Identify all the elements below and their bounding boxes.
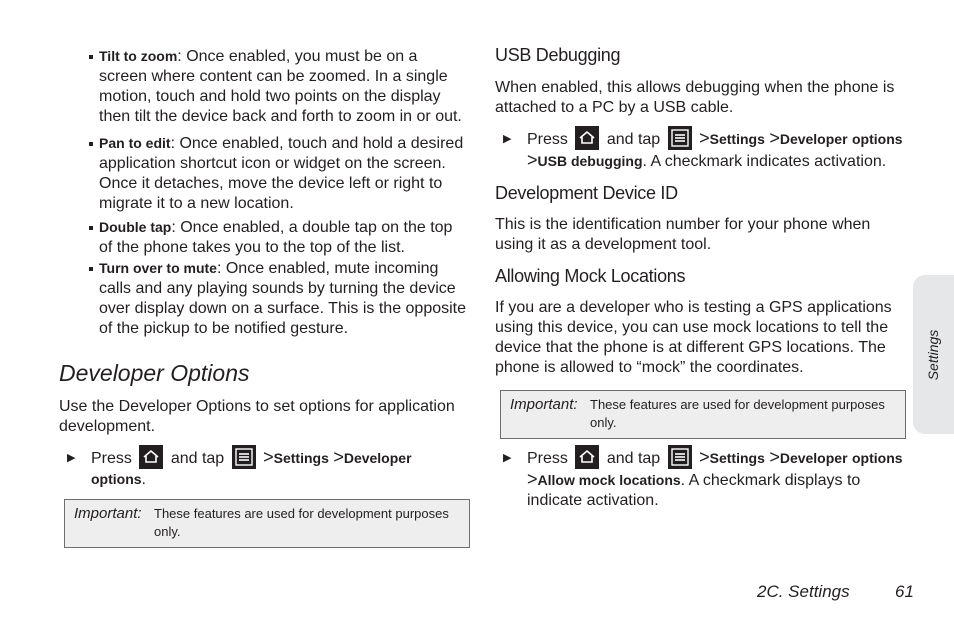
step-and-tap-text: and tap — [606, 131, 661, 148]
step-press-text: Press — [527, 131, 568, 148]
step-separator: > — [699, 447, 710, 467]
step-target-text: USB debugging — [537, 153, 643, 169]
important-label: Important: — [510, 396, 578, 413]
bullet-text: : Once enabled, a double tap on the top of the phone takes you to the top of the list. — [99, 219, 453, 256]
important-text: These features are used for development purposes only. — [154, 506, 449, 539]
usb-debugging-step — [495, 126, 905, 172]
bullet-square-icon — [89, 142, 93, 146]
bullet-pan-to-edit — [59, 133, 469, 214]
bullet-term: Turn over to mute — [99, 260, 217, 276]
step-settings-text: Settings — [709, 131, 765, 147]
step-settings-text: Settings — [709, 450, 765, 466]
important-note — [64, 499, 470, 548]
bullet-turn-over-to-mute — [59, 258, 469, 339]
important-text: These features are used for development purposes only. — [590, 397, 885, 430]
menu-key-icon — [668, 445, 692, 469]
bullet-tilt-to-zoom — [59, 46, 469, 127]
step-separator: > — [527, 150, 538, 170]
allowing-mock-locations-text: If you are a developer who is testing a GPS applications using this device, you can use mock locations to tell the device that the phone is at different GPS locations. The phone is allowed to “mock” the coordinates. — [495, 299, 892, 376]
bullet-text: : Once enabled, touch and hold a desired application shortcut icon or widget on the screen. Once it detaches, move the device left or right to migrate it to a new location. — [99, 135, 464, 212]
menu-key-icon — [232, 445, 256, 469]
step-options-text: options — [851, 131, 903, 147]
development-device-id-text: This is the identification number for your phone when using it as a development tool. — [495, 216, 871, 253]
step-arrow-icon: ▶ — [503, 452, 512, 464]
important-note — [500, 390, 906, 439]
home-key-icon — [575, 126, 599, 150]
mock-locations-step — [495, 445, 905, 511]
step-end-text: . A checkmark displays to indicate activation. — [527, 472, 861, 509]
step-separator: > — [769, 447, 780, 467]
step-separator: > — [769, 128, 780, 148]
bullet-term: Pan to edit — [99, 135, 171, 151]
home-key-icon — [575, 445, 599, 469]
step-separator: > — [699, 128, 710, 148]
step-arrow-icon: ▶ — [67, 452, 76, 464]
bullet-term: Double tap — [99, 219, 172, 235]
bullet-square-icon — [89, 55, 93, 59]
menu-key-icon — [668, 126, 692, 150]
developer-options-step — [59, 445, 469, 490]
bullet-square-icon — [89, 267, 93, 271]
footer-section: 2C. Settings — [757, 582, 850, 601]
bullet-double-tap — [59, 217, 469, 258]
step-arrow-icon: ▶ — [503, 133, 512, 145]
bullet-square-icon — [89, 226, 93, 230]
important-label: Important: — [74, 505, 142, 522]
step-and-tap-text: and tap — [606, 450, 661, 467]
step-separator: > — [527, 469, 538, 489]
developer-options-intro: Use the Developer Options to set options for application development. — [59, 398, 455, 435]
left-column — [59, 44, 469, 548]
development-device-id-heading: Development Device ID — [495, 183, 678, 203]
bullet-text: : Once enabled, mute incoming calls and any playing sounds by turning the device over display down on a surface. This is the opposite of the pickup to be notified gesture. — [99, 260, 467, 337]
right-column — [495, 44, 905, 511]
step-options-text: options — [91, 471, 142, 487]
allowing-mock-locations-heading: Allowing Mock Locations — [495, 266, 686, 286]
step-developer-text: Developer — [779, 131, 848, 147]
step-developer-text: Developer — [779, 450, 848, 466]
home-key-icon — [139, 445, 163, 469]
bullet-term: Tilt to zoom — [99, 48, 178, 64]
step-press-text: Press — [91, 450, 132, 467]
step-settings-text: Settings — [273, 450, 329, 466]
side-tab-label: Settings — [925, 329, 941, 381]
bullet-text: : Once enabled, you must be on a screen where content can be zoomed. In a single motion, touch and hold two points on the display then tilt the device back and forth to zoom in or out. — [99, 48, 462, 125]
step-separator: > — [263, 447, 274, 467]
step-end-text: . A checkmark indicates activation. — [642, 153, 887, 170]
developer-options-heading: Developer Options — [59, 360, 250, 386]
usb-debugging-text: When enabled, this allows debugging when the phone is attached to a PC by a USB cable. — [495, 79, 895, 116]
footer-page-number: 61 — [895, 582, 914, 601]
section-side-tab — [913, 275, 954, 434]
step-target-text: Allow mock locations — [537, 472, 681, 488]
step-end-text: . — [141, 471, 146, 488]
step-developer-text: Developer — [343, 450, 412, 466]
usb-debugging-heading: USB Debugging — [495, 45, 621, 65]
step-options-text: options — [851, 450, 903, 466]
step-separator: > — [333, 447, 344, 467]
step-and-tap-text: and tap — [170, 450, 225, 467]
step-press-text: Press — [527, 450, 568, 467]
